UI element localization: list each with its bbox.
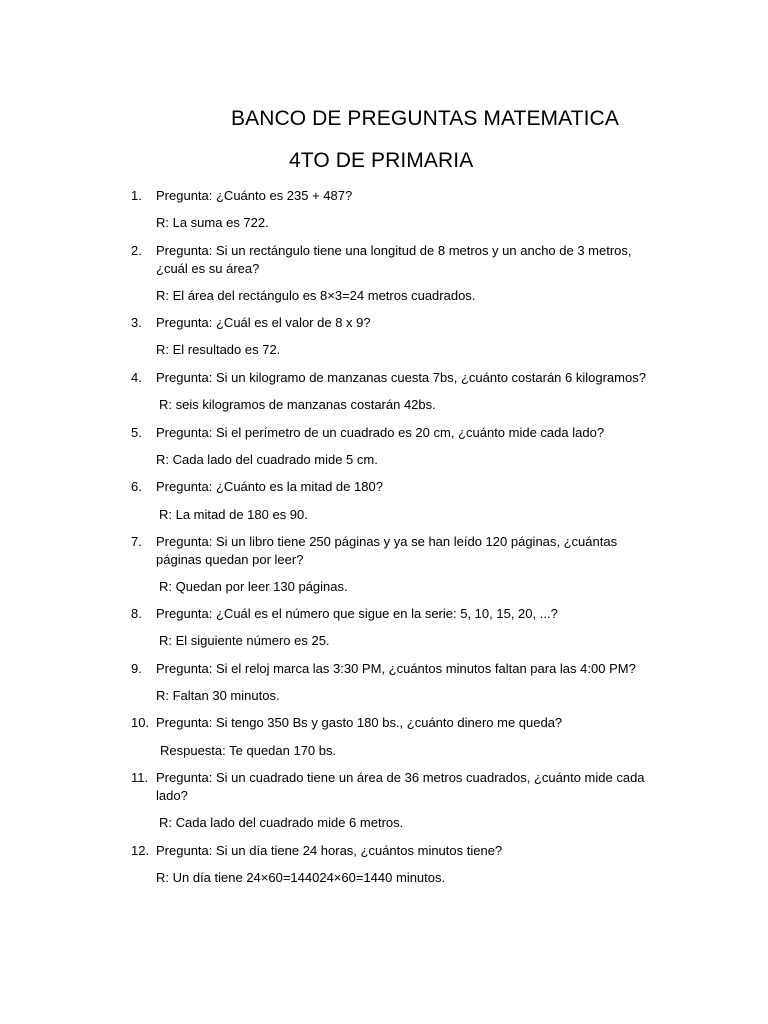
question-number: 6. — [131, 479, 142, 494]
question-number: 1. — [131, 188, 142, 203]
question-text: Pregunta: Si el reloj marca las 3:30 PM, ¿cuántos minutos faltan para las 4:00 PM? — [156, 661, 636, 676]
question-text: Pregunta: ¿Cuál es el número que sigue en la serie: 5, 10, 15, 20, ...? — [156, 606, 558, 621]
answer-text: Respuesta: Te quedan 170 bs. — [160, 743, 337, 758]
question-number: 12. — [131, 843, 150, 858]
question-text: Pregunta: ¿Cuánto es la mitad de 180? — [156, 479, 383, 494]
question-number: 11. — [131, 770, 149, 785]
question-text: Pregunta: ¿Cuál es el valor de 8 x 9? — [156, 315, 371, 330]
question-text: Pregunta: Si un libro tiene 250 páginas y ya se han leído 120 páginas, ¿cuántas páginas quedan por leer? — [156, 534, 618, 567]
question-number: 10. — [131, 715, 150, 730]
answer-text: R: El siguiente número es 25. — [159, 633, 330, 648]
answer-text: R: seis kilogramos de manzanas costarán 42bs. — [159, 397, 436, 412]
answer-text: R: Cada lado del cuadrado mide 5 cm. — [156, 452, 378, 467]
question-text: Pregunta: Si un rectángulo tiene una longitud de 8 metros y un ancho de 3 metros, ¿cuál es su área? — [156, 243, 632, 276]
question-text: Pregunta: Si un kilogramo de manzanas cuesta 7bs, ¿cuánto costarán 6 kilogramos? — [156, 370, 646, 385]
answer-text: R: Faltan 30 minutos. — [156, 688, 280, 703]
question-number: 2. — [131, 243, 142, 258]
answer-text: R: La suma es 722. — [156, 215, 269, 230]
question-text: Pregunta: Si un cuadrado tiene un área de 36 metros cuadrados, ¿cuánto mide cada lado? — [156, 770, 645, 803]
answer-text: R: Cada lado del cuadrado mide 6 metros. — [159, 815, 404, 830]
question-number: 5. — [131, 425, 142, 440]
question-number: 4. — [131, 370, 142, 385]
answer-text: R: Un día tiene 24×60=144024×60=1440 minutos. — [156, 870, 446, 885]
question-text: Pregunta: Si tengo 350 Bs y gasto 180 bs., ¿cuánto dinero me queda? — [156, 715, 563, 730]
answer-text: R: El área del rectángulo es 8×3=24 metros cuadrados. — [156, 288, 476, 303]
question-number: 9. — [131, 661, 142, 676]
question-text: Pregunta: Si un día tiene 24 horas, ¿cuántos minutos tiene? — [156, 843, 503, 858]
document-title: BANCO DE PREGUNTAS MATEMATICA — [231, 107, 619, 130]
answer-text: R: El resultado es 72. — [156, 342, 281, 357]
question-number: 3. — [131, 315, 142, 330]
question-text: Pregunta: Si el perímetro de un cuadrado es 20 cm, ¿cuánto mide cada lado? — [156, 425, 605, 440]
question-text: Pregunta: ¿Cuánto es 235 + 487? — [156, 188, 353, 203]
question-number: 7. — [131, 534, 142, 549]
answer-text: R: La mitad de 180 es 90. — [159, 507, 308, 522]
question-number: 8. — [131, 606, 142, 621]
document-subtitle: 4TO DE PRIMARIA — [289, 149, 474, 172]
answer-text: R: Quedan por leer 130 páginas. — [159, 579, 348, 594]
